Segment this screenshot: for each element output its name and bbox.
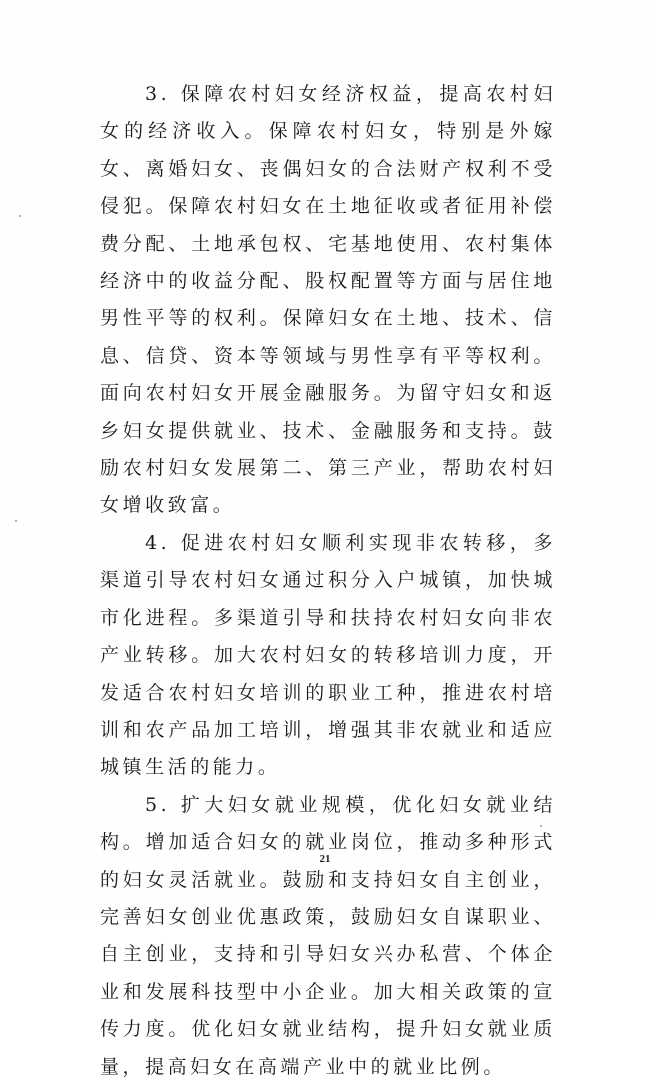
paragraph-item-4: 4. 促进农村妇女顺利实现非农转移，多渠道引导农村妇女通过积分入户城镇，加快城市化进程。多渠道引导和扶持农村妇女向非农产业转移。加大农村妇女的转移培训力度，开发适合农村妇女培训的职业工种，推进农村培训和农产品加工培训，增强其非农就业和适应城镇生活的能力。 [100,531,556,779]
scan-speck [15,520,17,522]
page-number: 21 [319,853,331,865]
scan-speck [19,215,21,217]
paragraph-item-5: 5. 扩大妇女就业规模，优化妇女就业结构。增加适合妇女的就业岗位，推动多种形式的妇女灵活就业。鼓励和支持妇女自主创业，完善妇女创业优惠政策，鼓励妇女自谋职业、自主创业，支持和引导妇女兴办私营、个体企业和发展科技型中小企业。加大相关政策的宣传力度。优化妇女就业结构，提升妇女就业质量，提高妇女在高端产业中的就业比例。 [100,793,556,1078]
document-body [100,76,556,1086]
paragraph-item-3: 3. 保障农村妇女经济权益，提高农村妇女的经济收入。保障农村妇女，特别是外嫁女、离婚妇女、丧偶妇女的合法财产权利不受侵犯。保障农村妇女在土地征收或者征用补偿费分配、土地承包权、宅基地使用、农村集体经济中的收益分配、股权配置等方面与居住地男性平等的权利。保障妇女在土地、技术、信息、信贷、资本等领域与男性享有平等权利。面向农村妇女开展金融服务。为留守妇女和返乡妇女提供就业、技术、金融服务和支持。鼓励农村妇女发展第二、第三产业，帮助农村妇女增收致富。 [100,83,556,517]
scan-speck [540,825,542,827]
